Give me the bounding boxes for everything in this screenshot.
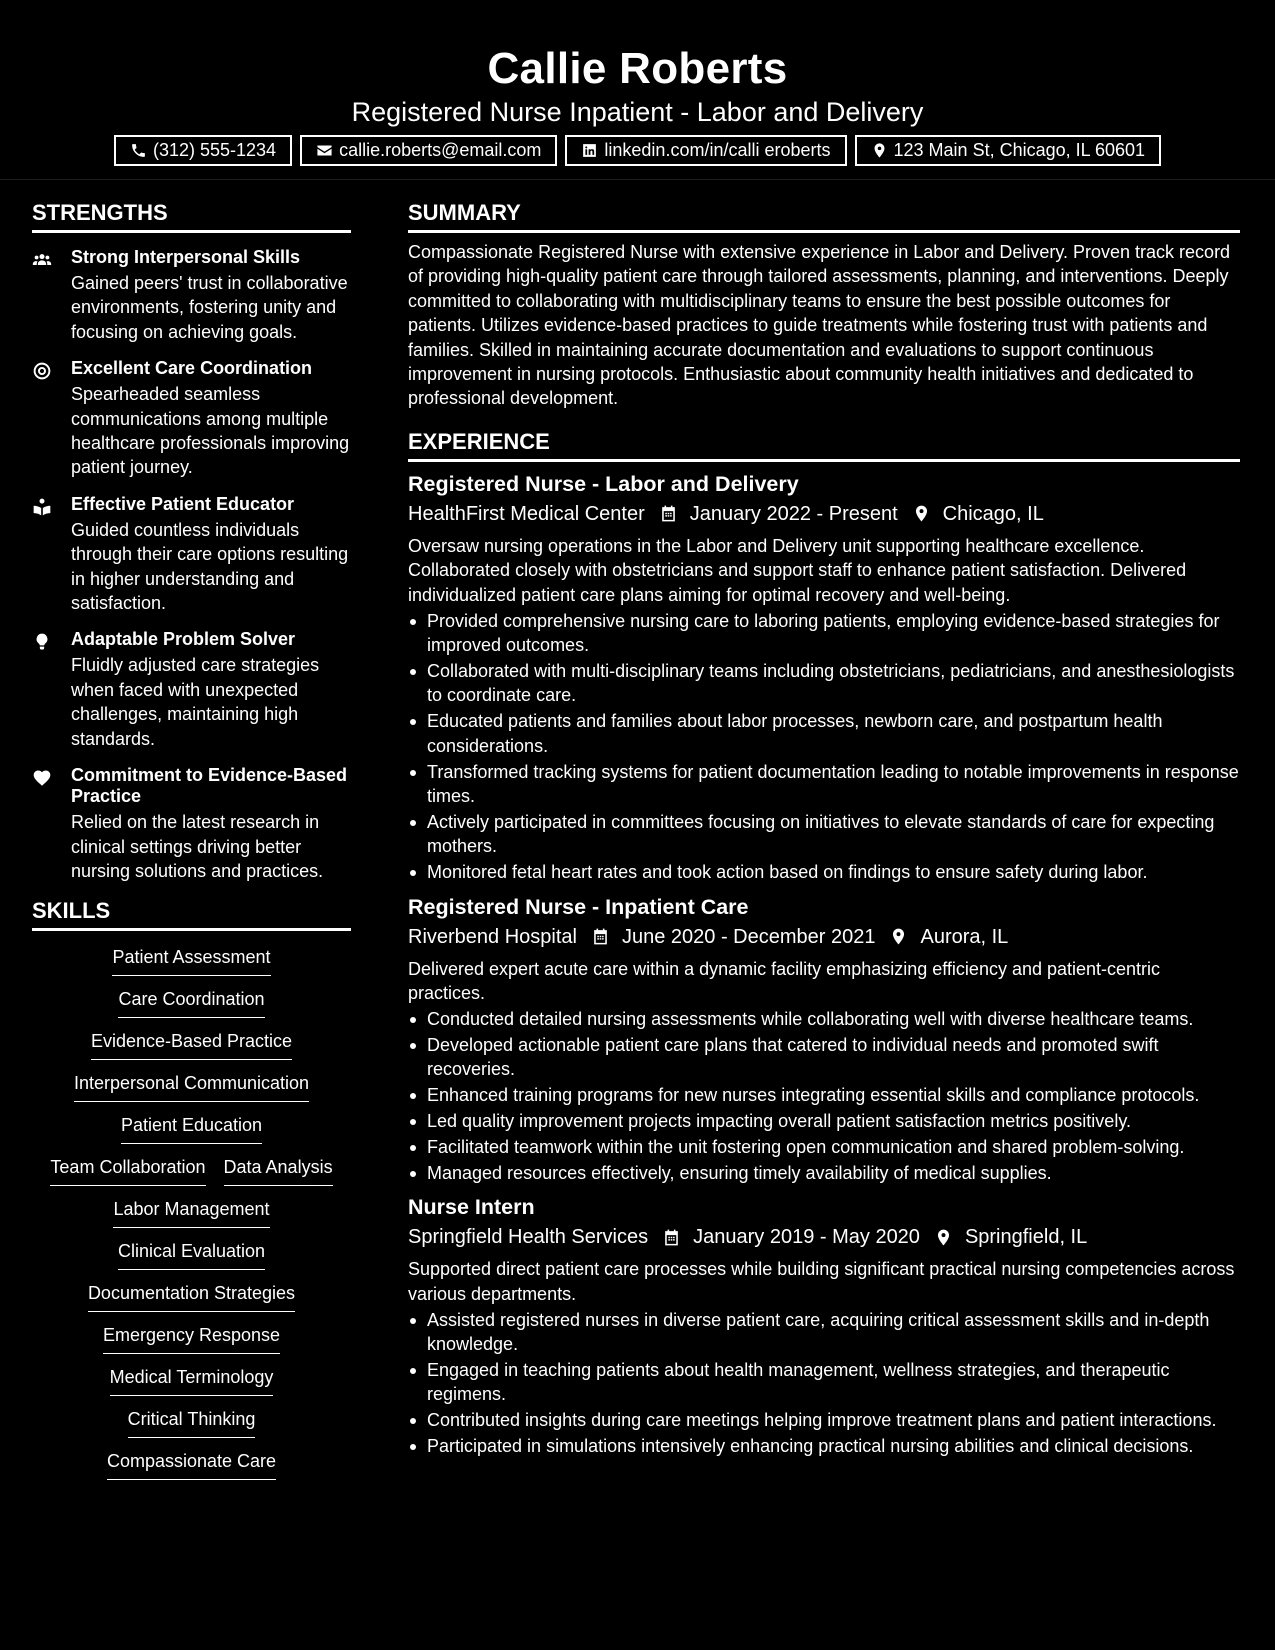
summary-section <box>408 199 1240 411</box>
strength-item <box>32 494 351 616</box>
bullet-item: Monitored fetal heart rates and took action based on findings to ensure safety during labor. <box>408 860 1240 884</box>
bullet-item: Collaborated with multi-disciplinary teams including obstetricians, pediatricians, and anesthesiologists to coordinate care. <box>408 659 1240 708</box>
job-description: Supported direct patient care processes while building significant practical nursing competencies across various departments. <box>408 1259 1235 1304</box>
experience-heading: EXPERIENCE <box>408 428 1240 462</box>
linkedin-icon <box>581 142 598 159</box>
strengths-list <box>32 247 351 883</box>
job-dates: January 2019 - May 2020 <box>693 1226 920 1249</box>
left-column <box>32 199 351 1480</box>
strength-desc: Guided countless individuals through their care options resulting in higher understanding and satisfaction. <box>71 519 349 614</box>
bullet-item: Led quality improvement projects impacting overall patient satisfaction metrics positively. <box>408 1109 1240 1133</box>
strengths-heading: STRENGTHS <box>32 199 351 233</box>
lightbulb-icon <box>32 632 52 652</box>
job-bullets <box>408 1308 1240 1459</box>
bullet-item: Developed actionable patient care plans that catered to individual needs and promoted swift recoveries. <box>408 1033 1240 1082</box>
contact-bar <box>0 135 1275 166</box>
skill-tag: Documentation Strategies <box>88 1281 295 1312</box>
skill-tag: Evidence-Based Practice <box>91 1029 292 1060</box>
contact-linkedin[interactable] <box>565 135 846 166</box>
candidate-title: Registered Nurse Inpatient - Labor and Delivery <box>351 97 924 127</box>
resume-header <box>0 0 1275 180</box>
strength-title: Effective Patient Educator <box>71 493 295 514</box>
bullet-item: Engaged in teaching patients about health management, wellness strategies, and therapeutic regimens. <box>408 1358 1240 1407</box>
skills-heading: SKILLS <box>32 897 351 931</box>
skill-tag: Critical Thinking <box>128 1407 256 1438</box>
skill-tag: Data Analysis <box>224 1155 333 1186</box>
job-location: Aurora, IL <box>920 925 1009 948</box>
map-marker-icon <box>934 1228 953 1247</box>
reader-icon <box>32 497 52 517</box>
heart-icon <box>32 768 52 788</box>
job-description: Delivered expert acute care within a dynamic facility emphasizing efficiency and patient-centric practices. <box>408 958 1161 1003</box>
skill-tag: Interpersonal Communication <box>74 1071 309 1102</box>
summary-heading: SUMMARY <box>408 199 1240 233</box>
job-location: Springfield, IL <box>964 1226 1088 1249</box>
skills-list <box>32 945 351 1480</box>
bullet-item: Assisted registered nurses in diverse patient care, acquiring critical assessment skills and in-depth knowledge. <box>408 1308 1240 1357</box>
strength-desc: Spearheaded seamless communications among multiple healthcare professionals improving patient journey. <box>71 384 350 478</box>
job-dates: June 2020 - December 2021 <box>621 925 876 948</box>
map-marker-icon <box>889 927 908 946</box>
job-dates: January 2022 - Present <box>689 502 898 525</box>
summary-text: Compassionate Registered Nurse with extensive experience in Labor and Delivery. Proven track record of providing high-quality patient care through tailored assessments, planning, and interventions. Deeply committed to collaborating with multidisciplinary teams to ensure the best possible outcomes for patients. Utilizes evidence-based practices to guide treatments while fostering trust with patients and families. Skilled in maintaining accurate documentation and evaluations to support continuous improvement in nursing protocols. Enthusiastic about community health initiatives and dedicated to professional development. <box>408 242 1231 409</box>
users-icon <box>32 250 52 270</box>
experience-section <box>408 428 1240 1459</box>
strength-title: Commitment to Evidence-Based Practice <box>71 765 348 807</box>
email-text: callie.roberts@email.com <box>339 140 542 160</box>
strength-title: Adaptable Problem Solver <box>71 629 296 650</box>
strength-item <box>32 765 351 883</box>
strength-desc: Relied on the latest research in clinical settings driving better nursing solutions and practices. <box>71 812 324 881</box>
job-title: Registered Nurse - Inpatient Care <box>408 894 749 919</box>
envelope-icon <box>316 142 333 159</box>
bullet-item: Contributed insights during care meetings helping improve treatment plans and patient interactions. <box>408 1408 1240 1432</box>
linkedin-text: linkedin.com/in/calli eroberts <box>604 140 831 160</box>
job-description: Oversaw nursing operations in the Labor and Delivery unit supporting healthcare excellence. Collaborated closely with obstetricians and support staff to enhance patient satisfaction. Delivered individualized patient care plans aiming for optimal recovery and well-being. <box>408 535 1187 605</box>
job-entry <box>408 894 1240 1186</box>
strength-item <box>32 247 351 344</box>
job-bullets <box>408 609 1240 885</box>
skill-tag: Patient Assessment <box>112 945 270 976</box>
calendar-icon <box>662 1228 681 1247</box>
strength-title: Excellent Care Coordination <box>71 358 313 379</box>
right-column <box>408 199 1240 1458</box>
job-meta <box>408 500 1240 528</box>
contact-phone[interactable] <box>114 135 292 166</box>
bullet-item: Managed resources effectively, ensuring timely availability of medical supplies. <box>408 1161 1240 1185</box>
job-company: HealthFirst Medical Center <box>408 502 645 525</box>
skill-tag: Compassionate Care <box>107 1449 276 1480</box>
candidate-name: Callie Roberts <box>487 44 788 93</box>
skill-tag: Team Collaboration <box>50 1155 205 1186</box>
strengths-section <box>32 199 351 883</box>
bullet-item: Facilitated teamwork within the unit fostering open communication and shared problem-solving. <box>408 1135 1240 1159</box>
job-bullets <box>408 1007 1240 1185</box>
phone-text: (312) 555-1234 <box>152 140 277 160</box>
bullet-item: Provided comprehensive nursing care to laboring patients, employing evidence-based strategies for improved outcomes. <box>408 609 1240 658</box>
phone-icon <box>130 142 147 159</box>
bullet-item: Educated patients and families about labor processes, newborn care, and postpartum health considerations. <box>408 709 1240 758</box>
strength-title: Strong Interpersonal Skills <box>71 247 301 267</box>
job-meta <box>408 1223 1240 1251</box>
job-entry <box>408 1194 1240 1458</box>
job-meta <box>408 923 1240 951</box>
strength-desc: Gained peers' trust in collaborative environments, fostering unity and focusing on achieving goals. <box>71 273 348 342</box>
bullet-item: Actively participated in committees focusing on initiatives to elevate standards of care for expecting mothers. <box>408 810 1240 859</box>
target-icon <box>32 361 52 381</box>
address-text: 123 Main St, Chicago, IL 60601 <box>893 140 1146 160</box>
skill-tag: Patient Education <box>121 1113 262 1144</box>
calendar-icon <box>591 927 610 946</box>
bullet-item: Participated in simulations intensively enhancing practical nursing abilities and clinical decisions. <box>408 1434 1240 1458</box>
bullet-item: Enhanced training programs for new nurses integrating essential skills and compliance protocols. <box>408 1083 1240 1107</box>
bullet-item: Conducted detailed nursing assessments while collaborating well with diverse healthcare teams. <box>408 1007 1240 1031</box>
skill-tag: Labor Management <box>113 1197 269 1228</box>
strength-item <box>32 629 351 751</box>
job-company: Springfield Health Services <box>408 1226 649 1249</box>
skill-tag: Care Coordination <box>118 987 264 1018</box>
strength-desc: Fluidly adjusted care strategies when faced with unexpected challenges, maintaining high standards. <box>71 655 320 749</box>
bullet-item: Transformed tracking systems for patient documentation leading to notable improvements in response times. <box>408 760 1240 809</box>
map-marker-icon <box>871 142 888 159</box>
job-title: Registered Nurse - Labor and Delivery <box>408 471 799 496</box>
job-title: Nurse Intern <box>408 1195 535 1220</box>
contact-email[interactable] <box>300 135 557 166</box>
skill-tag: Medical Terminology <box>110 1365 274 1396</box>
skill-tag: Emergency Response <box>103 1323 280 1354</box>
contact-address[interactable] <box>855 135 1162 166</box>
job-company: Riverbend Hospital <box>408 925 577 948</box>
job-entry <box>408 471 1240 885</box>
calendar-icon <box>659 504 678 523</box>
strength-item <box>32 358 351 480</box>
skill-tag: Clinical Evaluation <box>118 1239 265 1270</box>
skills-section <box>32 897 351 1480</box>
map-marker-icon <box>912 504 931 523</box>
job-location: Chicago, IL <box>942 502 1044 525</box>
